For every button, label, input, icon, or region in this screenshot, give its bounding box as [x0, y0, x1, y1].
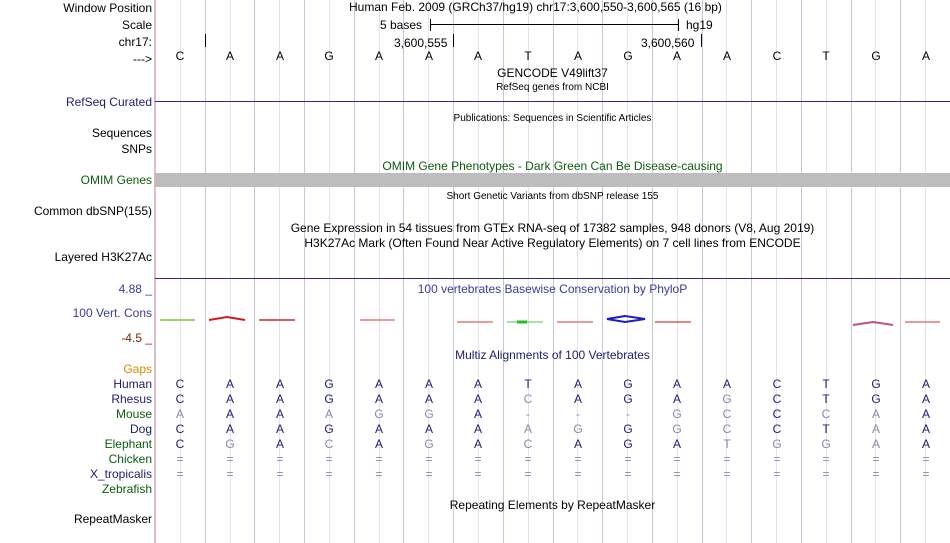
- species-label[interactable]: Elephant: [104, 437, 152, 451]
- base-cell: C: [821, 407, 831, 421]
- repeatmasker-track-title[interactable]: Repeating Elements by RepeatMasker: [449, 498, 656, 512]
- base-cell: A: [324, 407, 333, 421]
- base-cell: A: [672, 437, 681, 451]
- alignment-row: [155, 482, 950, 496]
- base-cell: G: [623, 392, 633, 406]
- base-cell: G: [871, 377, 881, 391]
- base-cell: A: [921, 422, 930, 436]
- cons-axis-max: 4.88 _: [118, 282, 152, 296]
- base-cell: A: [672, 377, 681, 391]
- base-cell: G: [722, 392, 732, 406]
- ruler-tick-left: [453, 34, 454, 47]
- base-cell: =: [425, 467, 433, 481]
- scale-db: hg19: [686, 18, 713, 32]
- base-cell: A: [473, 407, 482, 421]
- cons-mark: [853, 322, 893, 325]
- cons-axis-min: -4.5 _: [121, 331, 152, 345]
- base-cell: A: [722, 377, 731, 391]
- base-cell: A: [573, 377, 582, 391]
- base-cell: A: [275, 392, 284, 406]
- base-cell: A: [573, 437, 582, 451]
- base-cell: -: [526, 407, 530, 421]
- base-cell: T: [822, 377, 830, 391]
- base-cell: G: [324, 377, 334, 391]
- base-cell: =: [375, 452, 383, 466]
- cons-mark: [209, 317, 245, 320]
- alignment-row: [155, 377, 950, 391]
- base-cell: =: [723, 467, 731, 481]
- gtex-track-title[interactable]: Gene Expression in 54 tissues from GTEx RNA-seq of 17382 samples, 948 donors (V8, Aug 2019): [290, 221, 815, 235]
- base-cell: A: [424, 49, 433, 63]
- base-cell: =: [673, 452, 681, 466]
- ruler-tick-right: [701, 34, 702, 47]
- base-cell: -: [576, 407, 580, 421]
- base-cell: A: [573, 392, 582, 406]
- base-cell: G: [623, 377, 633, 391]
- base-cell: A: [871, 422, 880, 436]
- base-cell: C: [722, 422, 732, 436]
- cons-track-label[interactable]: 100 Vert. Cons: [72, 306, 152, 320]
- base-cell: T: [822, 49, 830, 63]
- base-cell: A: [374, 49, 383, 63]
- base-cell: G: [374, 407, 384, 421]
- repeatmasker-label[interactable]: RepeatMasker: [73, 512, 152, 526]
- base-cell: A: [275, 422, 284, 436]
- base-cell: G: [871, 392, 881, 406]
- base-cell: A: [225, 377, 234, 391]
- base-cell: A: [573, 49, 582, 63]
- base-cell: C: [175, 422, 185, 436]
- base-cell: =: [474, 452, 482, 466]
- layered-h3k27ac-label[interactable]: Layered H3K27Ac: [54, 250, 152, 264]
- base-cell: A: [225, 49, 234, 63]
- species-label[interactable]: Chicken: [108, 452, 152, 466]
- base-cell: =: [425, 452, 433, 466]
- base-cell: G: [424, 437, 434, 451]
- base-cell: A: [275, 407, 284, 421]
- base-cell: A: [424, 422, 433, 436]
- refseq-curated-label[interactable]: RefSeq Curated: [65, 95, 152, 109]
- cons-mark: [607, 316, 645, 322]
- base-cell: A: [921, 407, 930, 421]
- base-cell: A: [921, 377, 930, 391]
- window-position-label: Window Position: [63, 1, 152, 15]
- base-cell: G: [623, 49, 633, 63]
- base-cell: A: [473, 49, 482, 63]
- conservation-plot[interactable]: [155, 310, 950, 330]
- base-cell: C: [175, 49, 185, 63]
- omim-track-title[interactable]: OMIM Gene Phenotypes - Dark Green Can Be Disease-causing: [382, 159, 723, 173]
- base-cell: =: [624, 452, 632, 466]
- base-cell: C: [772, 377, 782, 391]
- base-cell: A: [722, 49, 731, 63]
- base-cell: A: [374, 437, 383, 451]
- alignment-row: [155, 452, 950, 466]
- scale-text: 5 bases: [380, 18, 423, 32]
- base-cell: =: [524, 452, 532, 466]
- base-cell: =: [922, 452, 930, 466]
- base-cell: =: [773, 452, 781, 466]
- base-cell: A: [275, 377, 284, 391]
- base-cell: =: [872, 467, 880, 481]
- base-cell: =: [325, 467, 333, 481]
- strand-label: --->: [133, 52, 152, 66]
- multiz-track-title[interactable]: Multiz Alignments of 100 Vertebrates: [455, 348, 650, 362]
- base-cell: C: [772, 422, 782, 436]
- alignment-row: [155, 437, 950, 451]
- base-cell: =: [922, 467, 930, 481]
- ruler-tick-label-left: 3,600,555: [394, 36, 448, 50]
- base-cell: G: [672, 407, 682, 421]
- base-cell: G: [424, 407, 434, 421]
- base-cell: A: [275, 437, 284, 451]
- base-cell: =: [773, 467, 781, 481]
- species-label[interactable]: Human: [113, 377, 152, 391]
- base-cell: A: [225, 422, 234, 436]
- base-cell: G: [324, 422, 334, 436]
- species-label[interactable]: Mouse: [115, 407, 152, 421]
- base-cell: =: [276, 467, 284, 481]
- base-cell: -: [626, 407, 630, 421]
- base-cell: A: [424, 377, 433, 391]
- base-cell: T: [524, 377, 532, 391]
- alignment-row: [155, 422, 950, 436]
- base-cell: A: [473, 437, 482, 451]
- ruler-tick-start: [205, 34, 206, 47]
- base-cell: A: [374, 422, 383, 436]
- h3k27ac-track-line: [155, 278, 950, 279]
- base-cell: =: [822, 452, 830, 466]
- species-label[interactable]: Dog: [129, 422, 152, 436]
- base-cell: C: [722, 407, 732, 421]
- base-cell: =: [624, 467, 632, 481]
- base-cell: A: [225, 407, 234, 421]
- base-cell: G: [623, 437, 633, 451]
- base-cell: C: [175, 392, 185, 406]
- base-cell: G: [772, 437, 782, 451]
- base-cell: A: [374, 377, 383, 391]
- scale-label: Scale: [121, 18, 152, 32]
- common-dbsnp-label[interactable]: Common dbSNP(155): [33, 204, 152, 218]
- omim-genes-label[interactable]: OMIM Genes: [80, 173, 152, 187]
- gencode-track-title[interactable]: GENCODE V49lift37: [497, 66, 608, 80]
- base-cell: A: [473, 377, 482, 391]
- base-cell: G: [623, 422, 633, 436]
- base-cell: T: [723, 437, 731, 451]
- base-cell: =: [524, 467, 532, 481]
- base-cell: A: [175, 407, 184, 421]
- base-cell: G: [871, 49, 881, 63]
- base-cell: =: [822, 467, 830, 481]
- base-cell: G: [821, 437, 831, 451]
- base-cell: =: [723, 452, 731, 466]
- refseq-track-subtitle[interactable]: RefSeq genes from NCBI: [496, 82, 609, 93]
- ruler-tick-label-right: 3,600,560: [641, 36, 695, 50]
- base-cell: A: [871, 407, 880, 421]
- species-label[interactable]: Zebrafish: [101, 482, 152, 496]
- base-cell: =: [226, 467, 234, 481]
- base-cell: A: [473, 422, 482, 436]
- base-cell: =: [574, 452, 582, 466]
- base-cell: =: [276, 452, 284, 466]
- refseq-track-line: [155, 101, 950, 102]
- base-cell: A: [473, 392, 482, 406]
- base-cell: =: [872, 452, 880, 466]
- alignment-row: [155, 392, 950, 406]
- base-cell: C: [523, 392, 533, 406]
- window-position-value: Human Feb. 2009 (GRCh37/hg19) chr17:3,600,550-3,600,565 (16 bp): [349, 0, 722, 14]
- base-cell: T: [524, 49, 532, 63]
- cons-track-title[interactable]: 100 vertebrates Basewise Conservation by PhyloP: [417, 282, 688, 296]
- base-cell: A: [921, 49, 930, 63]
- base-cell: A: [871, 437, 880, 451]
- gaps-label[interactable]: Gaps: [123, 362, 152, 376]
- base-cell: A: [374, 392, 383, 406]
- sequences-label[interactable]: Sequences: [91, 126, 152, 140]
- snps-label[interactable]: SNPs: [121, 142, 152, 156]
- base-cell: =: [574, 467, 582, 481]
- dbsnp-track-title[interactable]: Short Genetic Variants from dbSNP release 155: [446, 191, 659, 202]
- base-cell: C: [175, 437, 185, 451]
- base-cell: G: [324, 49, 334, 63]
- species-label[interactable]: Rhesus: [111, 392, 152, 406]
- alignment-row: [155, 467, 950, 481]
- base-cell: A: [275, 49, 284, 63]
- base-cell: =: [176, 452, 184, 466]
- base-cell: C: [324, 437, 334, 451]
- species-label[interactable]: X_tropicalis: [89, 467, 152, 481]
- h3k27ac-track-title[interactable]: H3K27Ac Mark (Often Found Near Active Regulatory Elements) on 7 cell lines from ENCODE: [304, 236, 801, 250]
- base-cell: G: [573, 422, 583, 436]
- base-cell: T: [822, 392, 830, 406]
- scale-bar: [430, 19, 679, 31]
- alignment-row: [155, 407, 950, 421]
- base-cell: A: [424, 392, 433, 406]
- base-cell: G: [324, 392, 334, 406]
- base-cell: C: [175, 377, 185, 391]
- base-cell: =: [474, 467, 482, 481]
- base-cell: A: [921, 392, 930, 406]
- omim-gene-bar[interactable]: [155, 173, 950, 187]
- base-cell: C: [772, 392, 782, 406]
- base-cell: T: [822, 422, 830, 436]
- base-cell: C: [772, 407, 782, 421]
- base-cell: =: [325, 452, 333, 466]
- base-cell: A: [672, 49, 681, 63]
- base-cell: G: [672, 422, 682, 436]
- base-cell: A: [921, 437, 930, 451]
- base-cell: A: [672, 392, 681, 406]
- base-sequence-row: [155, 49, 950, 63]
- base-cell: C: [523, 437, 533, 451]
- base-cell: =: [226, 452, 234, 466]
- base-cell: =: [673, 467, 681, 481]
- base-cell: A: [225, 392, 234, 406]
- base-cell: =: [176, 467, 184, 481]
- base-cell: C: [772, 49, 782, 63]
- base-cell: G: [225, 437, 235, 451]
- base-cell: A: [523, 422, 532, 436]
- publications-track-title[interactable]: Publications: Sequences in Scientific Articles: [453, 113, 652, 124]
- base-cell: =: [375, 467, 383, 481]
- chrom-label: chr17:: [118, 35, 152, 49]
